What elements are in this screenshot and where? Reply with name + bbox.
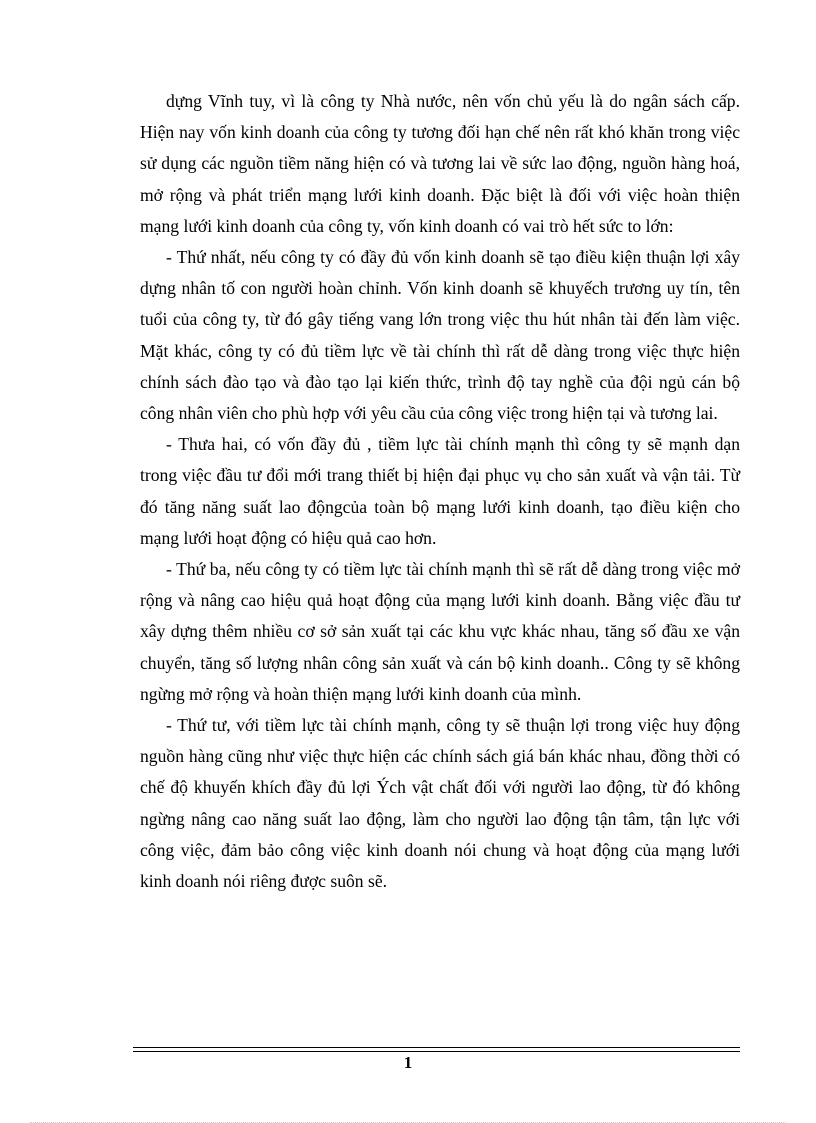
paragraph-second-point: - Thưa hai, có vốn đầy đủ , tiềm lực tài chính mạnh thì công ty sẽ mạnh dạn trong việc đầu tư đổi mới trang thiết bị hiện đại phục vụ cho sản xuất và vận tải. Từ đó tăng năng suất lao độngcủa toàn bộ mạng lưới kinh doanh, tạo điều kiện cho mạng lưới hoạt động có hiệu quả cao hơn. bbox=[140, 434, 740, 548]
document-body bbox=[140, 86, 740, 897]
footer-rule bbox=[133, 1047, 740, 1052]
paragraph-fourth-point: - Thứ tư, với tiềm lực tài chính mạnh, công ty sẽ thuận lợi trong việc huy động nguồn hàng cũng như việc thực hiện các chính sách giá bán khác nhau, đồng thời có chế độ khuyến khích đầy đủ lợi Ých vật chất đối với người lao động, từ đó không ngừng nâng cao năng suất lao động, làm cho người lao động tận tâm, tận lực với công việc, đảm bảo công việc kinh doanh nói chung và hoạt động của mạng lưới kinh doanh nói riêng được suôn sẽ. bbox=[140, 715, 740, 892]
paragraph-intro: dựng Vĩnh tuy, vì là công ty Nhà nước, nên vốn chủ yếu là do ngân sách cấp. Hiện nay vốn kinh doanh của công ty tương đối hạn chế nên rất khó khăn trong việc sử dụng các nguồn tiềm năng hiện có và tương lai về sức lao động, nguồn hàng hoá, mở rộng và phát triển mạng lưới kinh doanh. Đặc biệt là đối với việc hoàn thiện mạng lưới kinh doanh của công ty, vốn kinh doanh có vai trò hết sức to lớn: bbox=[140, 91, 740, 236]
paragraph-first-point: - Thứ nhất, nếu công ty có đầy đủ vốn kinh doanh sẽ tạo điều kiện thuận lợi xây dựng nhân tố con người hoàn chỉnh. Vốn kinh doanh sẽ khuyếch trương uy tín, tên tuổi của công ty, từ đó gây tiếng vang lớn trong việc thu hút nhân tài đến làm việc. Mặt khác, công ty có đủ tiềm lực về tài chính thì rất dễ dàng trong việc thực hiện chính sách đào tạo và đào tạo lại kiến thức, trình độ tay nghề của đội ngủ cán bộ công nhân viên cho phù hợp với yêu cầu của công việc trong hiện tại và tương lai. bbox=[140, 247, 740, 424]
page-number: 1 bbox=[403, 1053, 413, 1072]
paragraph-third-point: - Thứ ba, nếu công ty có tiềm lực tài chính mạnh thì sẽ rất dễ dàng trong việc mở rộng và nâng cao hiệu quả hoạt động của mạng lưới kinh doanh. Bằng việc đầu tư xây dựng thêm nhiều cơ sở sản xuất tại các khu vực khác nhau, tăng số đầu xe vận chuyển, tăng số lượng nhân công sản xuất và cán bộ kinh doanh.. Công ty sẽ không ngừng mở rộng và hoàn thiện mạng lưới kinh doanh của mình. bbox=[140, 559, 740, 704]
